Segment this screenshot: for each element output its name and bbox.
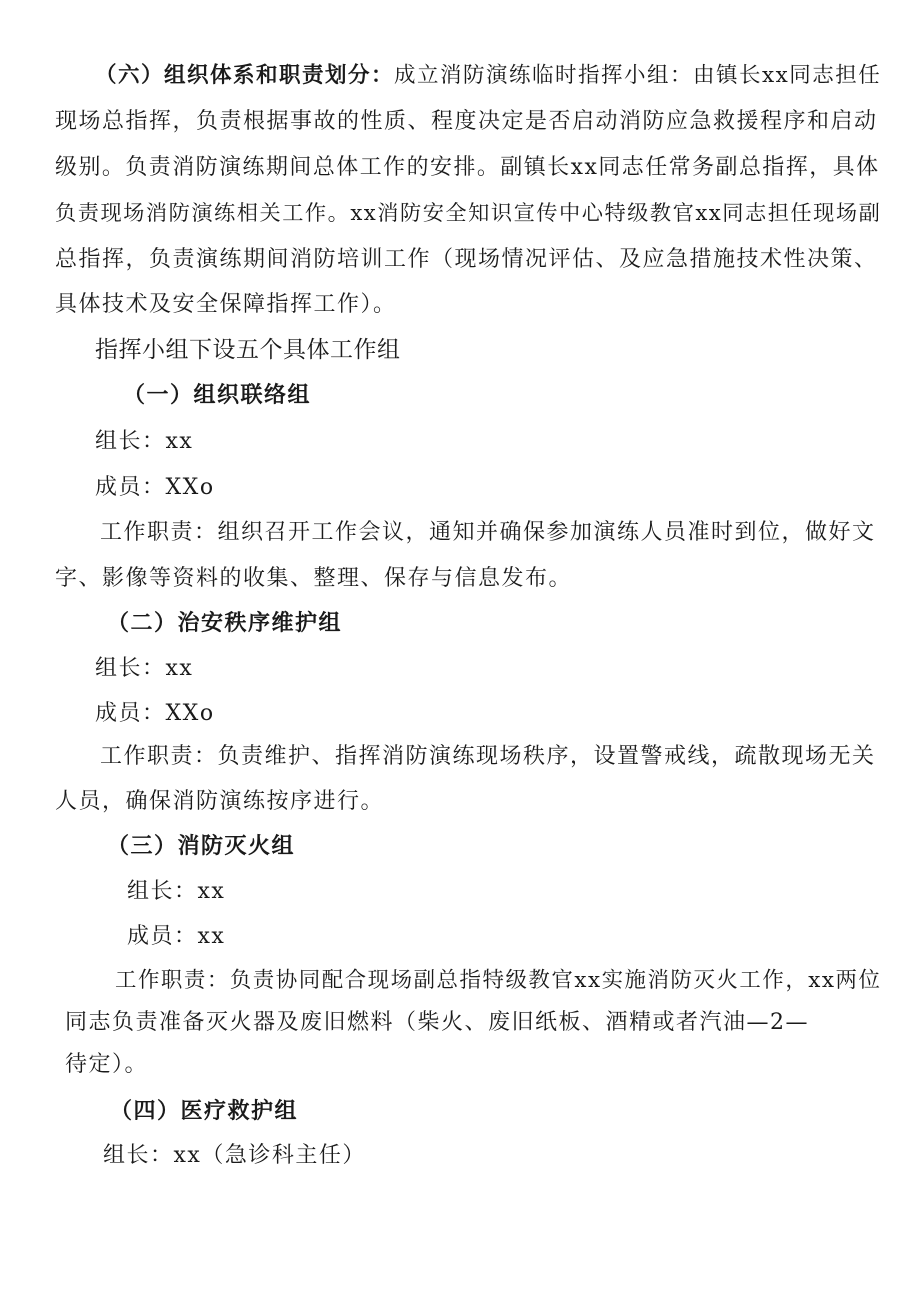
group2-members: 成员：XXo xyxy=(95,701,215,726)
section6-line5: 总指挥，负责演练期间消防培训工作（现场情况评估、及应急措施技术性决策、 xyxy=(55,247,878,272)
group2-leader: 组长：xx xyxy=(95,656,194,681)
group4-title: （四）医疗救护组 xyxy=(110,1098,299,1124)
section6-line6: 具体技术及安全保障指挥工作）。 xyxy=(55,292,397,317)
section6-line1 xyxy=(95,61,881,91)
group1-leader: 组长：xx xyxy=(95,429,194,454)
group2-duty-line2: 人员，确保消防演练按序进行。 xyxy=(55,789,385,814)
section6-line2: 现场总指挥，负责根据事故的性质、程度决定是否启动消防应急救援程序和启动 xyxy=(55,109,878,134)
group1-members: 成员：XXo xyxy=(95,475,215,500)
group1-duty-line2: 字、影像等资料的收集、整理、保存与信息发布。 xyxy=(55,566,573,591)
group1-title: （一）组织联络组 xyxy=(123,382,312,408)
group1-duty-line1: 工作职责：组织召开工作会议，通知并确保参加演练人员准时到位，做好文 xyxy=(100,520,876,545)
group3-title: （三）消防灭火组 xyxy=(107,833,296,859)
group3-duty-line3: 待定）。 xyxy=(65,1052,149,1077)
group3-leader: 组长：xx xyxy=(127,879,226,904)
group3-duty-line1: 工作职责：负责协同配合现场副总指特级教官xx实施消防灭火工作，xx两位 xyxy=(115,968,882,993)
group3-duty-line2: 同志负责准备灭火器及废旧燃料（柴火、废旧纸板、酒精或者汽油—2— xyxy=(65,1010,809,1035)
groups-intro: 指挥小组下设五个具体工作组 xyxy=(95,337,401,363)
group2-title: （二）治安秩序维护组 xyxy=(107,610,343,636)
section6-line3: 级别。负责消防演练期间总体工作的安排。副镇长xx同志任常务副总指挥，具体 xyxy=(55,155,880,180)
group3-members: 成员：xx xyxy=(127,924,226,949)
section6-heading: （六）组织体系和职责划分： xyxy=(95,63,395,88)
group2-duty-line1: 工作职责：负责维护、指挥消防演练现场秩序，设置警戒线，疏散现场无关 xyxy=(100,744,876,769)
section6-text: 成立消防演练临时指挥小组：由镇长xx同志担任 xyxy=(394,63,882,88)
section6-line4: 负责现场消防演练相关工作。xx消防安全知识宣传中心特级教官xx同志担任现场副 xyxy=(55,201,882,226)
group4-leader: 组长：xx（急诊科主任） xyxy=(103,1143,366,1168)
